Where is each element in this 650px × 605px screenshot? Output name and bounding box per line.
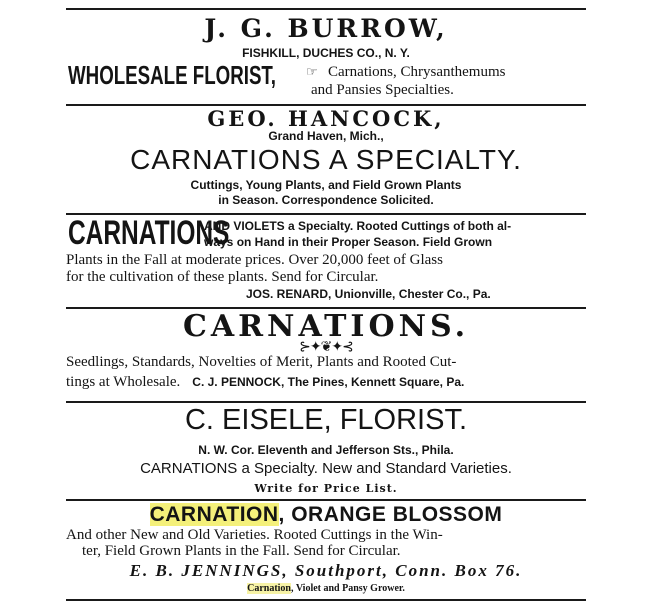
ad5-headline: C. EISELE, FLORIST.: [184, 404, 468, 436]
ad4-text-line-2: tings at Wholesale.: [66, 374, 181, 390]
ad3-top-block: [66, 214, 586, 254]
ad6-headline-highlight: CARNATION: [149, 503, 279, 526]
ornament-divider: ⊱✦❦✦⊰: [299, 340, 353, 355]
ad1-specialty-line-2: and Pansies Specialties.: [311, 82, 454, 98]
ad3-text-line-3: Plants in the Fall at moderate prices. Over 20,000 feet of Glass: [66, 252, 443, 268]
ad3-text-line-2: ways on Hand in their Proper Season. Field Grown: [204, 235, 493, 249]
ad3-text-line-1: AND VIOLETS a Specialty. Rooted Cuttings of both al-: [204, 219, 512, 233]
ad1-name: J. G. BURROW,: [204, 14, 448, 43]
ad2-name: GEO. HANCOCK,: [207, 106, 445, 131]
ad2-line-1: Cuttings, Young Plants, and Field Grown Plants: [190, 178, 462, 192]
ad6-text-line-1: And other New and Old Varieties. Rooted Cuttings in the Win-: [66, 527, 443, 543]
ad1-headline: WHOLESALE FLORIST,: [68, 60, 277, 90]
ad6-text-line-2: ter, Field Grown Plants in the Fall. Send for Circular.: [82, 543, 401, 559]
divider-rule: [66, 401, 586, 403]
ad6-tagline-rest: , Violet and Pansy Grower.: [291, 583, 405, 594]
ad1-specialty-line-1: ☞ Carnations, Chrysanthemums: [306, 64, 506, 80]
ad4-headline: CARNATIONS.: [182, 309, 470, 344]
pointing-hand-icon: ☞: [306, 64, 318, 79]
ad6-headline-rest: , ORANGE BLOSSOM: [278, 503, 503, 526]
ad6-tagline-highlight: Carnation: [247, 583, 291, 594]
divider-rule: [66, 599, 586, 601]
ad3-text-line-4: for the cultivation of these plants. Send for Circular.: [66, 269, 379, 285]
ad5-text-line-1: CARNATIONS a Specialty. New and Standard Varieties.: [140, 460, 512, 477]
ad6-headline: [66, 503, 586, 527]
ad1-address: FISHKILL, DUCHES CO., N. Y.: [242, 46, 410, 60]
ad2-line-2: in Season. Correspondence Solicited.: [218, 193, 434, 207]
ad4-text-line-1: Seedlings, Standards, Novelties of Merit, Plants and Rooted Cut-: [66, 354, 457, 370]
ad2-headline: CARNATIONS A SPECIALTY.: [130, 144, 522, 175]
ad4-text-line-2-row: [66, 373, 586, 391]
divider-rule: [66, 499, 586, 501]
ad6-tagline: [66, 583, 586, 594]
ad2-address: Grand Haven, Mich.,: [268, 129, 384, 143]
advertisement-page: [66, 0, 586, 605]
divider-rule: [66, 8, 586, 10]
ad6-signature: E. B. JENNINGS, Southport, Conn. Box 76.: [129, 561, 523, 580]
ad3-signature: JOS. RENARD, Unionville, Chester Co., Pa.: [246, 287, 491, 301]
ad5-text-line-2: Write for Price List.: [254, 482, 398, 495]
ad4-signature: C. J. PENNOCK, The Pines, Kennett Square, Pa.: [192, 375, 465, 389]
ad5-address: N. W. Cor. Eleventh and Jefferson Sts., Phila.: [198, 443, 454, 457]
ad3-initial-word: CARNATIONS: [68, 214, 230, 252]
